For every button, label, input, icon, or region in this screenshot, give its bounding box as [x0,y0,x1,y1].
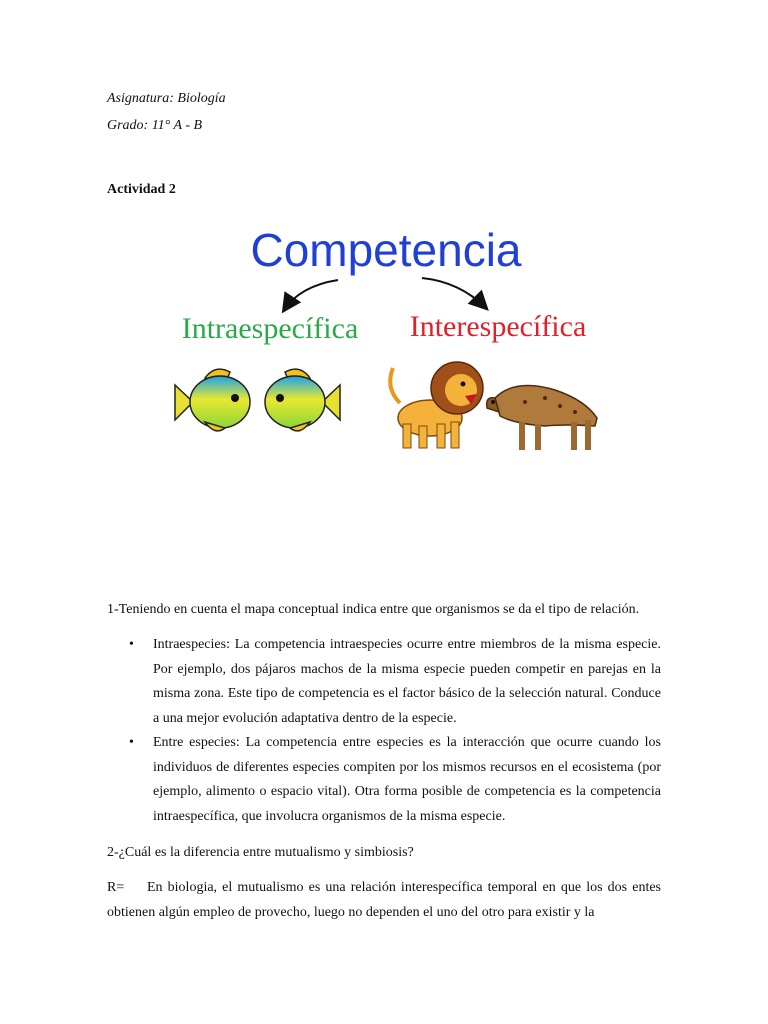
subject-line: Asignatura: Biología [107,91,226,106]
arrow-left [284,280,338,310]
grade-line: Grado: 11° A - B [107,118,203,133]
bullet-text: Intraespecies: La competencia intraespecies ocurre entre miembros de la misma especie. Por ejemplo, dos pájaros machos de la misma especie pueden competir en parejas en la misma zona. Este tipo de competencia es el factor básico de la selección natural. Conduce a una mejor evolución adaptativa dentro de la especie. [153,637,661,726]
right-label: Interespecífica [409,310,587,343]
fish-icon [175,369,250,431]
competition-diagram [160,218,610,480]
figure-title: Competencia [250,224,522,276]
answer-paragraph [107,876,661,925]
question-1: 1-Teniendo en cuenta el mapa conceptual indica entre que organismos se da el tipo de relación. [107,602,640,617]
list-item [107,633,661,731]
question-2: 2-¿Cuál es la diferencia entre mutualismo y simbiosis? [107,845,414,860]
bullet-marker: • [129,637,134,652]
bullet-list [107,633,661,829]
activity-title: Actividad 2 [107,182,176,197]
arrow-right [422,278,486,308]
answer-label: R= [107,880,125,895]
fish-icon [265,369,340,431]
left-label: Intraespecífica [181,312,359,345]
hyena-icon [487,386,597,451]
bullet-text: Entre especies: La competencia entre especies es la interacción que ocurre cuando los individuos de diferentes especies compiten por los mismos recursos en el ecosistema (por ejemplo, alimento o espacio vital). Otra forma posible de competencia es la competencia intraespecífica, que involucra organismos de la misma especie. [153,735,661,824]
answer-text: En biologia, el mutualismo es una relación interespecífica temporal en que los dos entes obtienen algún empleo de provecho, luego no dependen el uno del otro para existir y la [107,880,661,920]
list-item [107,731,661,829]
bullet-marker: • [129,735,134,750]
lion-icon [390,362,483,448]
competition-figure [160,218,610,480]
